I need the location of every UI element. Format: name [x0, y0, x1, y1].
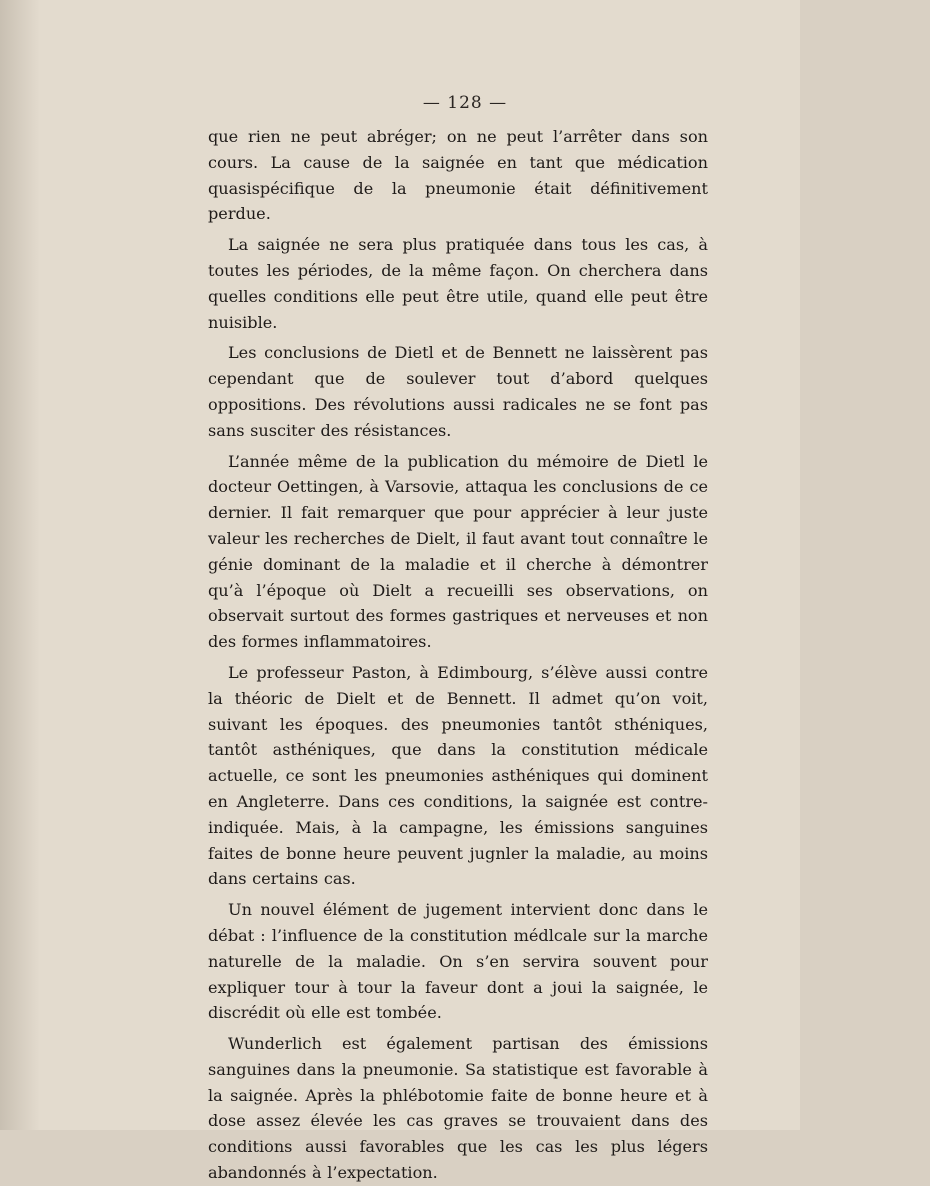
paragraph: Les conclusions de Dietl et de Bennett ne laissèrent pas cependant que de soulever tout d’abord quelques oppositions. Des révolutions aussi radicales ne se font pas sans susciter des résistances.: [208, 343, 708, 440]
paragraph: L’année même de la publication du mémoire de Dietl le docteur Oettingen, à Varsovie, attaqua les conclusions de ce dernier. Il fait remarquer que pour apprécier à leur juste valeur les recherches de Dielt, il faut avant tout connaître le génie dominant de la maladie et il cherche à démontrer qu’à l’époque où Dielt a recueilli ses observations, on observait surtout des formes gastriques et nerveuses et non des formes inflammatoires.: [208, 451, 708, 652]
paragraph: Le professeur Paston, à Edimbourg, s’élève aussi contre la théoric de Dielt et de Bennett. Il admet qu’on voit, suivant les époques. des pneumonies tantôt sthéniques, tantôt asthéniques, que dans la constitution médicale actuelle, ce sont les pneumonies asthéniques qui dominent en Angleterre. Dans ces conditions, la saignée est contre-indiquée. Mais, à la campagne, les émissions sanguines faites de bonne heure peuvent jugnler la maladie, au moins dans certains cas.: [208, 662, 708, 889]
paragraph: Un nouvel élément de jugement intervient donc dans le débat : l’influence de la constitution médlcale sur la marche naturelle de la maladie. On s’en servira souvent pour expliquer tour à tour la faveur dont a joui la saignée, le discrédit où elle est tombée.: [208, 900, 708, 1023]
page-number: — 128 —: [422, 93, 508, 113]
paragraph: que rien ne peut abréger; on ne peut l’arrêter dans son cours. La cause de la saignée en tant que médication quasispécifique de la pneumonie était définitivement perdue.: [208, 127, 708, 224]
page-edge-shadow: [0, 0, 40, 1130]
paragraph: Wunderlich est également partisan des émissions sanguines dans la pneumonie. Sa statistique est favorable à la saignée. Après la phlébotomie faite de bonne heure et à dose assez élevée les cas graves se trouvaient dans des conditions aussi favorables que les cas les plus légers abandonnés à l’expectation.: [208, 1034, 708, 1183]
body-text: [208, 124, 708, 1186]
paragraph: La saignée ne sera plus pratiquée dans tous les cas, à toutes les périodes, de la même façon. On cherchera dans quelles conditions elle peut être utile, quand elle peut être nuisible.: [208, 235, 708, 332]
